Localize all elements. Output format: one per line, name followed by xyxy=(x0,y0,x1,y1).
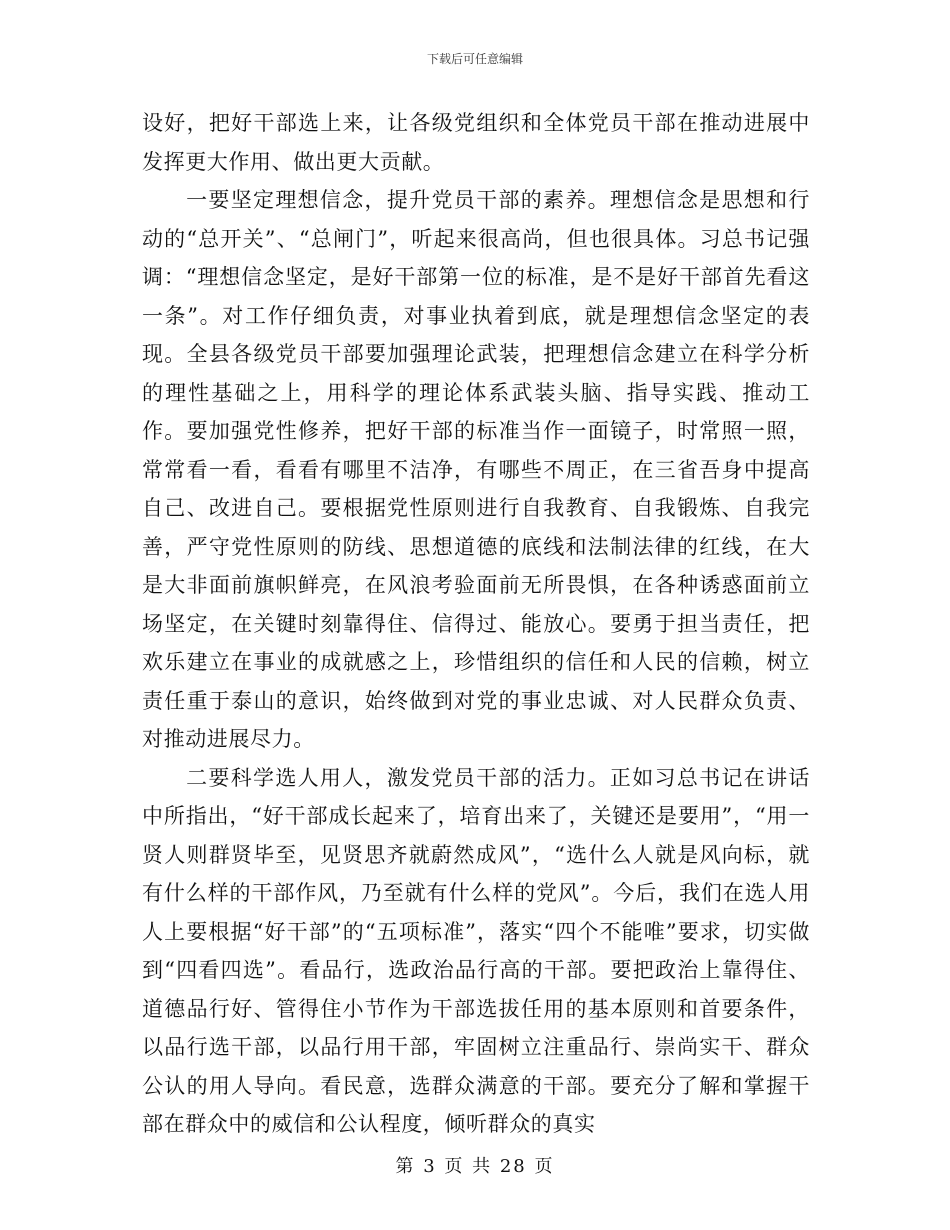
page-header: 下载后可任意编辑 xyxy=(426,52,523,66)
paragraph-continuation: 设好，把好干部选上来，让各级党组织和全体党员干部在推动进展中发挥更大作用、做出更大贡献。 xyxy=(142,111,810,174)
paragraph-2: 二要科学选人用人，激发党员干部的活力。正如习总书记在讲话中所指出，“好干部成长起来了，培育出来了，关键还是要用”，“用一贤人则群贤毕至，见贤思齐就蔚然成风”，“选什么人就是风向标，就有什么样的干部作风，乃至就有什么样的党风”。今后，我们在选人用人上要根据“好干部”的“五项标准”，落实“四个不能唯”要求，切实做到“四看四选”。看品行，选政治品行高的干部。要把政治上靠得住、道德品行好、管得住小节作为干部选拔任用的基本原则和首要条件，以品行选干部，以品行用干部，牢固树立注重品行、崇尚实干、群众公认的用人导向。看民意，选群众满意的干部。要充分了解和掌握干部在群众中的威信和公认程度，倾听群众的真实 xyxy=(142,765,810,1136)
paragraph-1: 一要坚定理想信念，提升党员干部的素养。理想信念是思想和行动的“总开关”、“总闸门”，听起来很高尚，但也很具体。习总书记强调：“理想信念坚定，是好干部第一位的标准，是不是好干部首先看这一条”。对工作仔细负责，对事业执着到底，就是理想信念坚定的表现。全县各级党员干部要加强理论武装，把理想信念建立在科学分析的理性基础之上，用科学的理论体系武装头脑、指导实践、推动工作。要加强党性修养，把好干部的标准当作一面镜子，时常照一照，常常看一看，看看有哪里不洁净，有哪些不周正，在三省吾身中提高自己、改进自己。要根据党性原则进行自我教育、自我锻炼、自我完善，严守党性原则的防线、思想道德的底线和法制法律的红线，在大是大非面前旗帜鲜亮，在风浪考验面前无所畏惧，在各种诱惑面前立场坚定，在关键时刻靠得住、信得过、能放心。要勇于担当责任，把欢乐建立在事业的成就感之上，珍惜组织的信任和人民的信赖，树立责任重于泰山的意识，始终做到对党的事业忠诚、对人民群众负责、对推动进展尽力。 xyxy=(142,188,810,751)
body-text xyxy=(142,104,810,1144)
page-number-footer: 第 3 页 共 28 页 xyxy=(395,1156,555,1177)
